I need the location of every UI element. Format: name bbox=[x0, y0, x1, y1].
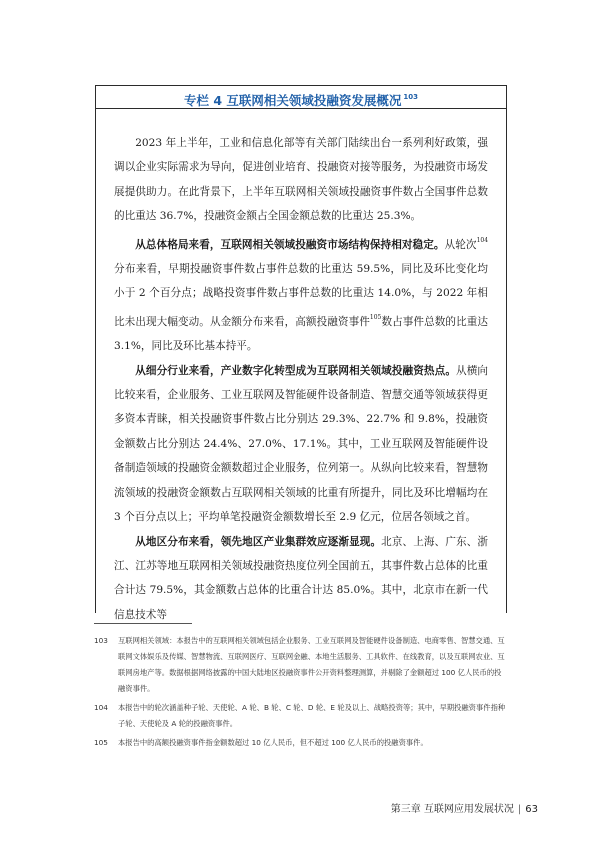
footnotes bbox=[94, 633, 507, 754]
box-title-text: 专栏 4 互联网相关领域投融资发展概况 bbox=[183, 93, 402, 108]
paragraph-overall-pattern bbox=[114, 229, 488, 359]
footnote-104 bbox=[94, 700, 507, 732]
paragraph-text: 从横向比较来看，企业服务、工业互联网及智能硬件设备制造、智慧交通等领域获得更多资本青睐，相关投融资事件数占比分别达 29.3%、22.7% 和 9.8%，投融资金额数占比分别达 24.4%、27.0%、17.1%。其中，工业互联网及智能硬件设备制造领域的投融资金额数超过企业服务，位列第一。从纵向比较来看，智慧物流领域的投融资金额数占互联网相关领域的比重有所提升，同比及环比增幅均在 3 个百分点以上；平均单笔投融资金额数增长至 2.9 亿元，位居各领域之首。 bbox=[114, 364, 488, 524]
footnote-text: 本报告中的高额投融资事件指金额数超过 10 亿人民币，但不超过 100 亿人民币的投融资事件。 bbox=[118, 738, 428, 747]
paragraph-text: 2023 年上半年，工业和信息化部等有关部门陆续出台一系列利好政策，强调以企业实际需求为导向，促进创业培育、投融资对接等服务，为投融资市场发展提供助力。在此背景下，上半年互联网相关领域投融资事件数占全国事件总数的比重达 36.7%，投融资金额占全国金额总数的比重达 25.3%。 bbox=[114, 137, 488, 223]
paragraph-intro bbox=[114, 131, 488, 229]
box-title bbox=[96, 86, 506, 109]
footnote-number: 104 bbox=[94, 703, 108, 712]
footnote-ref-105[interactable]: 105 bbox=[369, 313, 382, 321]
footnote-text: 互联网相关领域：本报告中的互联网相关领域包括企业服务、工业互联网及智能硬件设备制造、电商零售、智慧交通、互联网文体娱乐及传媒、智慧物流、互联网医疗、互联网金融、本地生活服务、工具软件、在线教育，以及互联网农业、互联网房地产等。数据根据网络披露的中国大陆地区投融资事件公开资料整理测算，并剔除了金额超过 100 亿人民币的投融资事件。 bbox=[118, 636, 505, 693]
chapter-title: 第三章 互联网应用发展状况 bbox=[390, 804, 514, 815]
footnote-number: 105 bbox=[94, 738, 108, 747]
page-number: 63 bbox=[525, 804, 538, 815]
paragraph-lead: 从地区分布来看，领先地区产业集群效应逐渐显现。 bbox=[135, 535, 382, 548]
footer-separator: | bbox=[517, 804, 522, 815]
footnote-105 bbox=[94, 735, 507, 751]
paragraph-text: 北京、上海、广东、浙江、江苏等地互联网相关领域投融资热度位列全国前五，其事件数占总体的比重合计达 79.5%，其金额数占总体的比重合计达 85.0%。其中，北京市在新一代信息技术等 bbox=[114, 535, 488, 621]
footnote-103 bbox=[94, 633, 507, 697]
paragraph-text: 分布来看，早期投融资事件数占事件总数的比重达 59.5%，同比及环比变化均小于 2 个百分点；战略投资事件数占事件总数的比重达 14.0%，与 2022 年相比未出现大幅变动。从金额分布来看，高额投融资事件 bbox=[114, 263, 488, 328]
paragraph-lead: 从细分行业来看，产业数字化转型成为互联网相关领域投融资热点。 bbox=[135, 364, 457, 377]
footnote-text: 本报告中的轮次涵盖种子轮、天使轮、A 轮、B 轮、C 轮、D 轮、E 轮及以上、战略投资等；其中，早期投融资事件指种子轮、天使轮及 A 轮的投融资事件。 bbox=[118, 703, 506, 728]
footnote-number: 103 bbox=[94, 636, 108, 645]
footnote-ref-104[interactable]: 104 bbox=[476, 236, 489, 244]
paragraph-lead: 从总体格局来看，互联网相关领域投融资市场结构保持相对稳定。 bbox=[135, 238, 445, 251]
footnote-divider bbox=[94, 623, 192, 624]
paragraph-industry bbox=[114, 359, 488, 530]
footnote-ref-103[interactable]: 103 bbox=[403, 93, 419, 101]
paragraph-region bbox=[114, 530, 488, 628]
paragraph-text: 从轮次 bbox=[444, 238, 477, 251]
page-footer bbox=[391, 800, 538, 815]
feature-box bbox=[95, 85, 507, 621]
paragraph-text: 数占事件总数的比重达 3.1%，同比及环比基本持平。 bbox=[114, 315, 489, 353]
box-body bbox=[114, 131, 488, 627]
